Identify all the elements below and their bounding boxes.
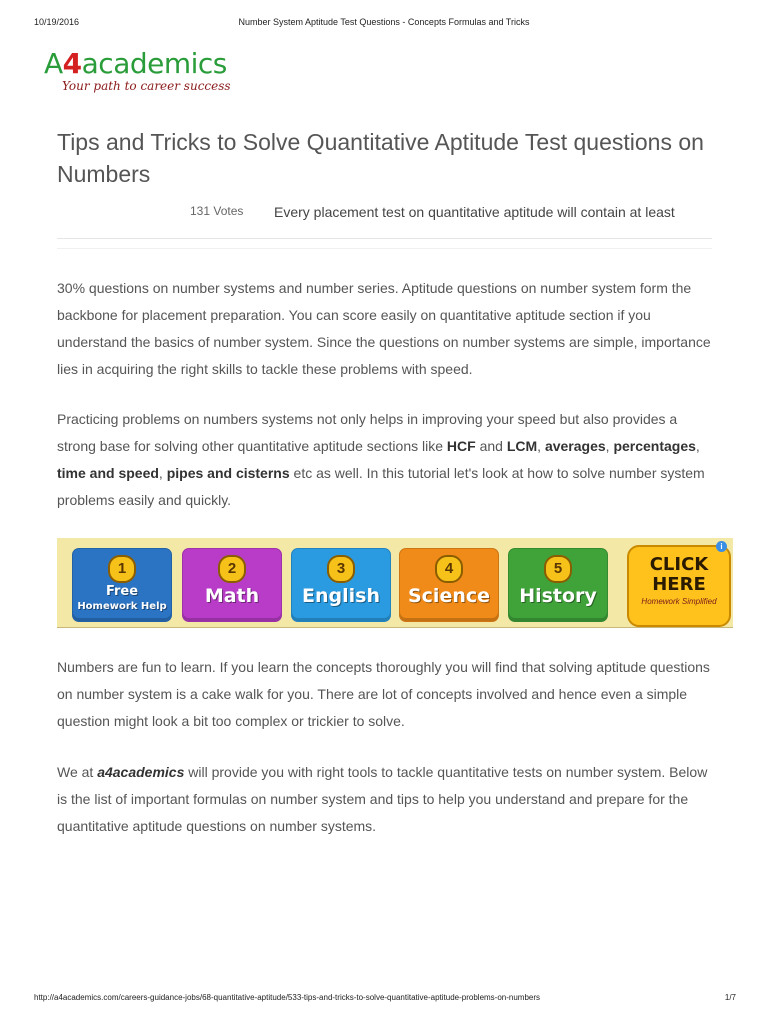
text-run: , [158,465,167,481]
paragraph-3: Numbers are fun to learn. If you learn the concepts thoroughly you will find that solving aptitude questions on number system is a cake walk for you. There are lot of concepts involved and hence even a simple question might look a bit too complex or trickier to solve. [57,659,710,729]
topic-lcm: LCM [506,438,538,454]
ad-label-line: Free [105,584,139,599]
logo-wordmark [44,48,254,80]
ad-button-label: Math [204,585,260,607]
ad-button-math[interactable] [182,548,282,622]
ad-number-badge: 3 [327,555,355,583]
topic-time-speed: time and speed [57,465,159,481]
print-header [0,17,768,29]
ad-button-science[interactable] [399,548,499,622]
paragraph-1: 30% questions on number systems and number series. Aptitude questions on number system form the backbone for placement preparation. You can score easily on quantitative aptitude section if you understand the basics of number system. Since the questions on number systems are simple, importance lies in acquiring the right skills to tackle these problems with speed. [57,280,711,377]
ad-info-icon[interactable]: i [716,541,727,552]
paragraph-4 [57,759,713,840]
print-title: Number System Aptitude Test Questions - Concepts Formulas and Tricks [238,17,530,27]
ad-button-label: English [302,585,380,607]
ad-button-free-homework-help[interactable] [72,548,172,622]
ad-number-badge: 4 [435,555,463,583]
ad-button-history[interactable] [508,548,608,622]
text-run: , [695,438,700,454]
votes-count: 131 Votes [190,204,244,218]
ad-button-label: History [519,585,597,607]
print-date: 10/19/2016 [34,17,80,27]
site-logo[interactable] [44,48,254,98]
divider [57,238,712,239]
ad-button-label: Science [407,585,491,607]
text-run: will provide you with right tools to tackle quantitative tests on number system. Below is the list of important formulas on number system and tips to help you understand and prepare for the quantitative aptitude questions on number systems. [57,764,708,834]
ad-banner[interactable] [57,538,733,628]
text-run: and [475,438,507,454]
divider [57,248,712,249]
topic-hcf: HCF [446,438,476,454]
logo-tagline: Your path to career success [62,79,231,93]
paragraph-2 [57,406,713,514]
topic-percentages: percentages [613,438,696,454]
ad-number-badge: 5 [544,555,572,583]
topic-averages: averages [544,438,606,454]
page-title: Tips and Tricks to Solve Quantitative Aptitude Test questions on Numbers [57,129,704,187]
ad-button-label [73,585,171,614]
ad-label-subline: Homework Help [77,601,167,612]
logo-four: 4 [62,47,82,80]
intro-text: Every placement test on quantitative aptitude will contain at least [274,204,675,220]
text-run: Practicing problems on numbers systems not only helps in improving your speed but also provides a strong base for solving other quantitative aptitude sections like [57,411,678,454]
click-line-2: HERE [652,574,706,595]
text-run: , [537,438,545,454]
ad-number-badge: 2 [218,555,246,583]
text-run: We at [57,764,98,780]
page-number: 1/7 [724,993,736,1002]
text-run: etc as well. In this tutorial let's look at how to solve number system problems easily and quickly. [57,465,705,508]
ad-click-here-button[interactable] [627,545,731,627]
topic-pipes-cisterns: pipes and cisterns [166,465,290,481]
brand-name: a4academics [97,764,185,780]
logo-suffix: academics [81,47,227,80]
logo-prefix: A [44,47,63,80]
ad-button-english[interactable] [291,548,391,622]
click-line-1: CLICK [649,554,709,575]
ad-brand: Homework Simplified [641,597,717,606]
text-run: , [605,438,614,454]
print-url: http://a4academics.com/careers-guidance-jobs/68-quantitative-aptitude/533-tips-and-tricks-to-solve-quantitative-aptitude-problems-on-numbers [34,993,541,1002]
ad-number-badge: 1 [108,555,136,583]
